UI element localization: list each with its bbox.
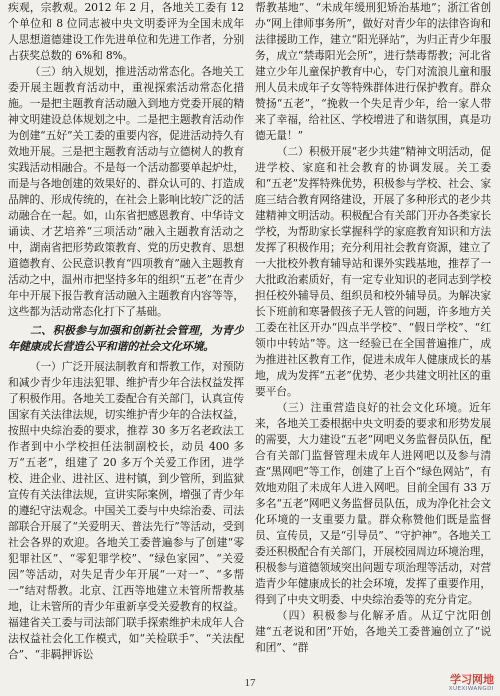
paragraph: 疾观，宗教观。2012 年 2 月，各地关工委有 12 个单位和 8 位同志被中央文明委评为全国未成年人思想道德建设工作先进单位和先进工作者，分别占获奖总数的 6%和 8%。 — [8, 1, 244, 62]
paragraph: 帮教基地”、“未成年缓刑犯矫治基地”；浙江省创办“网上律师事务所”，做好对青少年的法律咨询和法律援助工作，建立“阳光驿站”，为归正青少年服务，成立“禁毒阳光会所”，进行禁毒帮教；河北省建立少年儿童保护教育中心，专门对流浪儿童和服刑人员未成年子女等特殊群体进行保护教育。群众赞扬“五老”，“挽救一个失足青少年，给一家人带来了幸福，给社区、学校增进了和谐氛围，真是功德无量！” — [255, 1, 491, 142]
paragraph: （四）积极参与化解矛盾。从辽宁沈阳创建“五老说和团”开始，各地关工委普遍创立了“说和团”、“群 — [255, 609, 491, 654]
site-watermark — [449, 674, 494, 693]
section-heading: 二、积极参与加强和创新社会管理，为青少年健康成长营造公平和谐的社会文化环境。 — [8, 324, 244, 353]
page-body — [8, 0, 492, 672]
paragraph: （三）注重营造良好的社会文化环境。近年来，各地关工委根据中央文明委的要求和形势发展的需要，大力建设“五老”网吧义务监督员队伍，配合有关部门监督管理未成年人进网吧以及参与清查“黑网吧”等工作，创建了上百个“绿色网站”，有效地劝阻了未成年人进入网吧。目前全国有 33 万多名“五老”网吧义务监督员队伍，成为净化社会文化环境的一支重要力量。群众称赞他们既是监督员、宣传员，又是“引导员”、“守护神”。各地关工委还积极配合有关部门，开展校园周边环境治理，积极参与道德领域突出问题专项治理等活动，对营造青少年健康成长的社会环境，发挥了重要作用，得到了中央文明委、中央综治委等的充分肯定。 — [255, 401, 491, 606]
page-number: 17 — [244, 677, 256, 689]
paragraph: （一）广泛开展法制教育和帮教工作，对预防和减少青少年违法犯罪、维护青少年合法权益发挥了积极作用。各地关工委配合有关部门，认真宣传国家有关法律法规，切实维护青少年的合法权益，按照中央综治委的要求，推荐 30 多万名老政法工作者到中小学校担任法制副校长，动员 400 多万“五老”，组建了 20 多万个关爱工作团，进学校、进企业、进社区、进村镇，到少管所，到监狱宣传有关法律法规，宣讲实际案例，增强了青少年的遵纪守法观念。中国关工委与中央综治委、司法部联合开展了“关爱明天、普法先行”等活动，受到社会各界的欢迎。各地关工委普遍参与了创建“零犯罪社区”、“零犯罪学校”、“绿色家园”、“关爱园”等活动，对失足青少年开展“一对一”、“多帮一”结对帮教。北京、江西等地建立未管所帮教基地，让未管所的青少年重新享受关爱教育的权益。福建省关工委与司法部门联手探索维护未成年人合法权益社会化工作模式，如“关检联手”、“关法配合”、“非羁押诉讼 — [8, 360, 244, 661]
watermark-title: 学习网地 — [450, 673, 494, 686]
watermark-subtitle: XUEXIWANGDI — [448, 686, 494, 692]
left-column — [8, 0, 244, 672]
right-column — [255, 0, 491, 672]
paragraph: （三）纳入规划，推进活动常态化。各地关工委开展主题教育活动中，重视探索活动常态化措施。一是把主题教育活动融入到地方党委开展的精神文明建设总体规划之中。二是把主题教育活动作为创建“五好”关工委的重要内容，促进活动持久有效地开展。三是把主题教育活动与立德树人的教育实践活动相融合。不是每一个活动都要单起炉灶，而是与各地创建的效果好的、群众认可的、打造成品牌的、形成传统的，在社会上影响比较广泛的活动融合在一起。如，山东省把感恩教育、中华诗文诵读、才艺培养“三项活动”融入主题教育活动之中，湖南省把形势政策教育、党的历史教育、思想道德教育、公民意识教育“四项教育”融入主题教育活动之中，温州市把坚持多年的组织“五老”在青少年中开展下报告教育活动融入主题教育内容等等，这些都为活动常态化打下了基础。 — [8, 65, 244, 318]
paragraph: （二）积极开展“老少共建”精神文明活动，促进学校、家庭和社会教育的协调发展。关工委和“五老”发挥特殊优势，积极参与学校、社会、家庭三结合教育网络建设，开展了多种形式的老少共建精神文明活动。积极配合有关部门开办各类家长学校，为帮助家长掌握科学的家庭教育知识和方法发挥了积极作用；充分利用社会教育资源，建立了一大批校外教育辅导站和课外实践基地，推荐了一大批政治素质好，有一定专业知识的老同志到学校担任校外辅导员、组织员和校外辅导员。为解决家长下班前和寒暑假孩子无人管的问题，许多地方关工委在社区开办“四点半学校”、“假日学校”、“红领巾中转站”等。这一经验已在全国普遍推广，成为推进社区教育工作，促进未成年人健康成长的基地，成为发挥“五老”优势、老少共建文明社区的重要平台。 — [255, 145, 491, 398]
